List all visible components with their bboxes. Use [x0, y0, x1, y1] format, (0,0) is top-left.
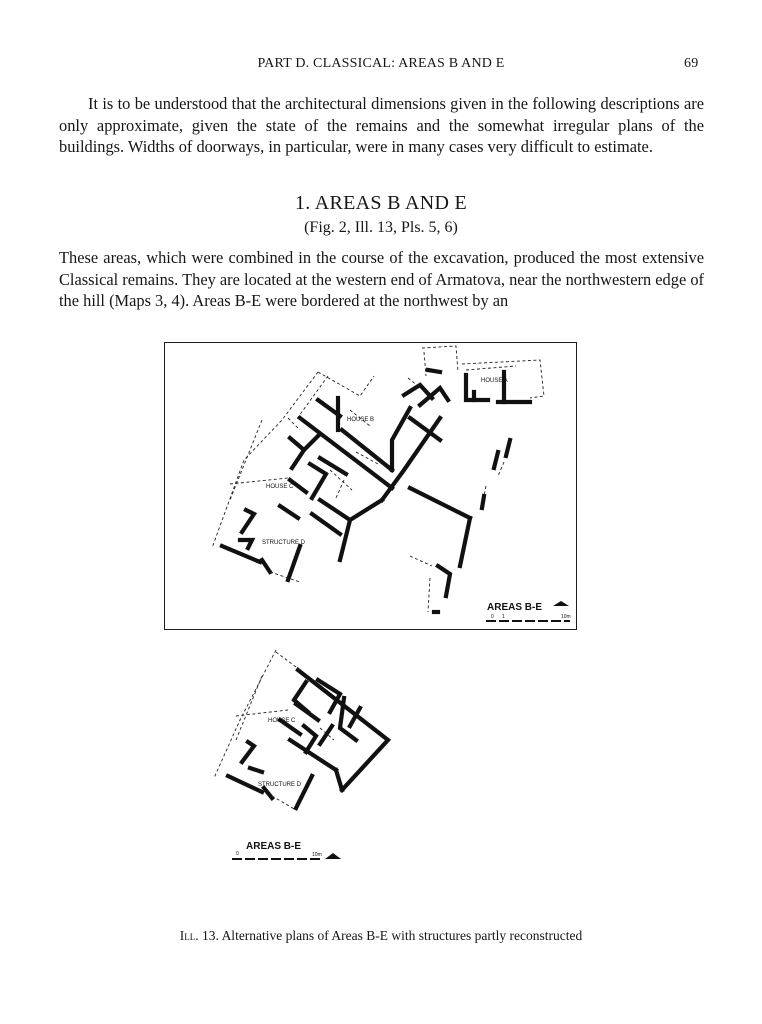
label-house-c-alt: HOUSE C [268, 718, 296, 724]
label-structure-d-alt: STRUCTURE D [258, 782, 301, 788]
scale-zero-bottom: 0 [236, 851, 239, 857]
scale-zero-top: 0 [491, 614, 494, 620]
label-house-c: HOUSE C [266, 484, 294, 490]
running-head-title: PART D. CLASSICAL: AREAS B AND E [257, 56, 505, 71]
areas-paragraph: These areas, which were combined in the course of the excavation, produced the most extensive Classical remains. They are located at the western end of Armatova, near the northwestern edge of the hill (Maps 3, 4). Areas B-E were bordered at the northwest by an [59, 248, 704, 310]
label-structure-d: STRUCTURE D [262, 540, 305, 546]
section-heading: 1. AREAS B AND E [294, 192, 468, 214]
figure-caption [0, 928, 762, 944]
north-arrow-icon [325, 853, 341, 859]
scale-title-top: AREAS B-E [487, 602, 543, 613]
scale-end-bottom: 10m [312, 852, 322, 858]
scale-end-top: 10m [561, 614, 571, 620]
scale-one-top: 1 [502, 614, 505, 620]
scale-bar-bottom [232, 841, 341, 859]
label-house-a: HOUSE A [481, 378, 508, 384]
caption-text: Alternative plans of Areas B-E with structures partly reconstructed [221, 928, 583, 943]
intro-paragraph: It is to be understood that the architectural dimensions given in the following descriptions are only approximate, given the state of the remains and the somewhat irregular plans of the buildings. Widths of doorways, in particular, were in many cases very difficult to estimate. [59, 94, 704, 156]
page-number: 69 [684, 56, 699, 71]
label-house-b: HOUSE B [347, 417, 375, 423]
caption-label: Ill. 13. [179, 928, 219, 943]
plan-bottom-walls [228, 670, 388, 808]
section-subheading: (Fig. 2, Ill. 13, Pls. 5, 6) [304, 219, 458, 236]
scale-title-bottom: AREAS B-E [246, 841, 302, 852]
